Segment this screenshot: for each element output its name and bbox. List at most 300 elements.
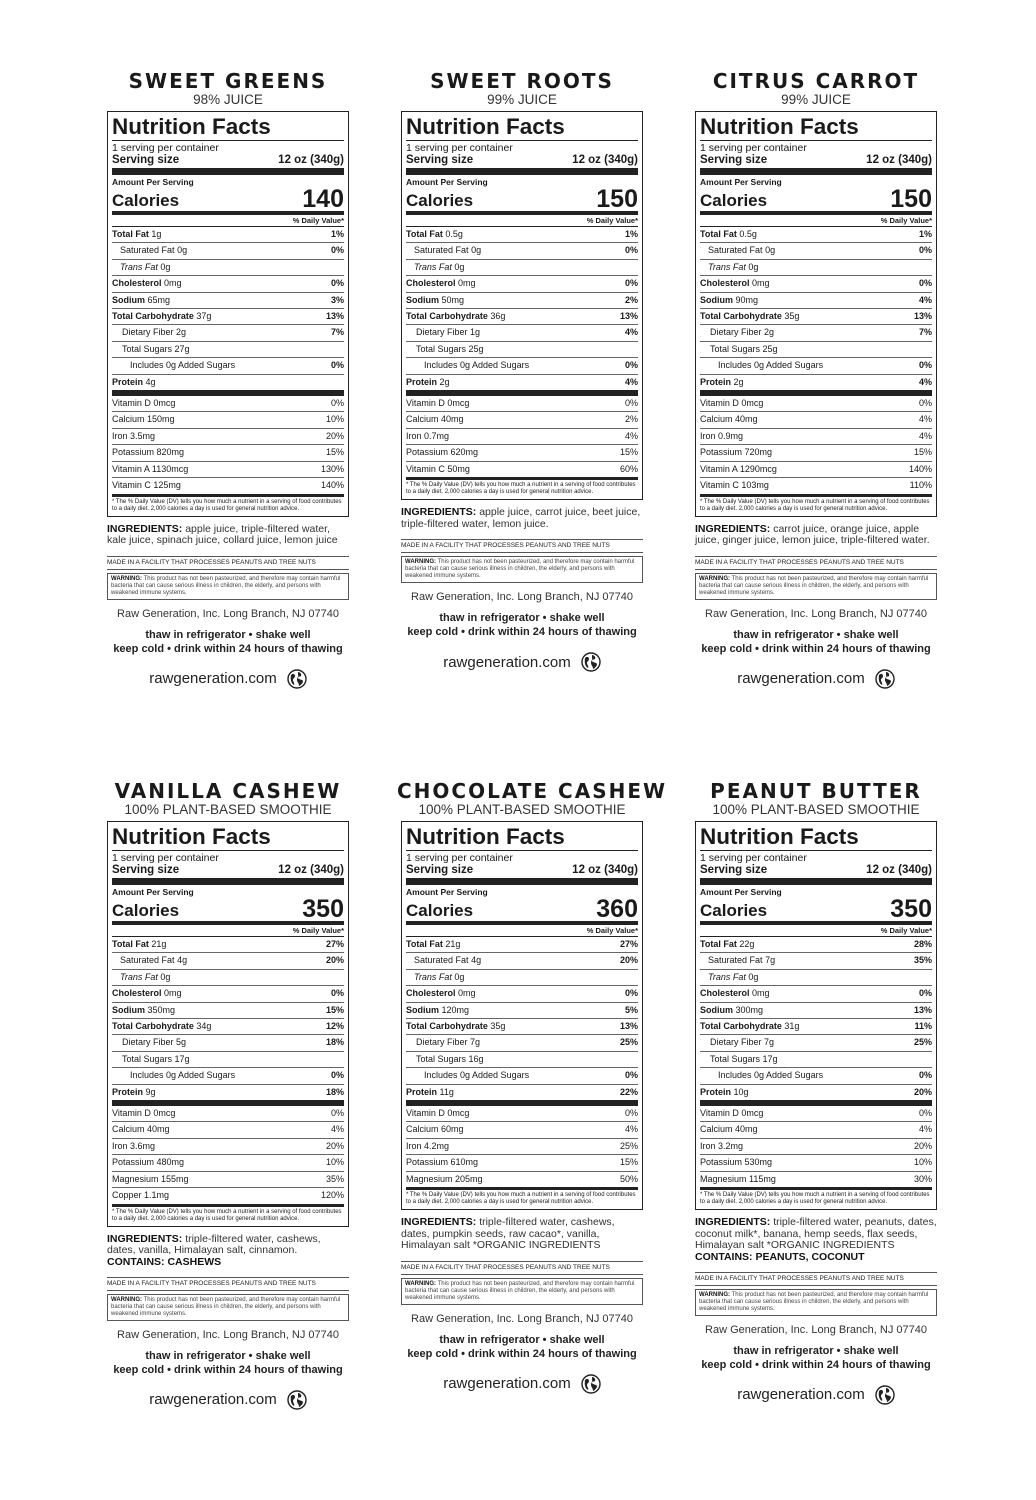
vitamin-label: Vitamin A 1290mcg <box>700 463 777 474</box>
vitamin-row <box>406 1106 638 1122</box>
vitamin-daily-value: 0% <box>330 1108 344 1119</box>
nutrient-daily-value: 7% <box>918 327 932 338</box>
vitamin-daily-value: 35% <box>325 1173 344 1184</box>
nutrient-name <box>708 260 758 275</box>
nutrient-name <box>112 1003 175 1018</box>
product-subtitle: 100% PLANT-BASED SMOOTHIE <box>712 802 920 817</box>
nutrition-facts-title: Nutrition Facts <box>406 114 638 141</box>
product-label-sweet-greens <box>103 70 353 689</box>
vitamin-daily-value: 0% <box>624 1108 638 1119</box>
nutrient-name <box>122 1035 186 1050</box>
nutrient-row <box>406 375 638 396</box>
vitamin-label: Vitamin D 0mcg <box>406 1108 470 1119</box>
vitamin-row <box>700 478 932 496</box>
nutrient-label: Protein <box>700 1086 732 1097</box>
nutrient-row <box>112 293 344 309</box>
globe-icon <box>581 1374 601 1394</box>
nutrient-row <box>112 953 344 969</box>
nutrient-daily-value: 0% <box>330 988 344 999</box>
website-link[interactable]: rawgeneration.com <box>149 1391 277 1408</box>
ingredients-label: INGREDIENTS: <box>107 522 183 535</box>
vitamin-label: Calcium 40mg <box>406 414 464 425</box>
nutrient-row <box>406 937 638 953</box>
daily-value-footnote: * The % Daily Value (DV) tells you how much a nutrient in a serving of food contributes to a daily diet. 2,000 calories a day is used for general nutrition advice. <box>406 482 636 496</box>
nutrient-daily-value: 22% <box>619 1086 638 1097</box>
website-link[interactable]: rawgeneration.com <box>737 670 865 687</box>
nutrient-name <box>406 1003 469 1018</box>
nutrient-label: Total Sugars <box>122 1053 173 1064</box>
calories-row <box>406 897 638 925</box>
nutrient-daily-value: 13% <box>913 311 932 322</box>
nutrient-row <box>112 227 344 243</box>
nutrient-daily-value: 35% <box>913 955 932 966</box>
nutrient-daily-value: 1% <box>330 229 344 239</box>
vitamin-daily-value: 4% <box>918 1124 932 1135</box>
vitamin-row <box>700 412 932 428</box>
storage-instructions: keep cold • drink within 24 hours of thawing <box>113 1363 343 1376</box>
servings-per-container: 1 serving per container <box>406 142 513 154</box>
ingredients <box>401 507 643 530</box>
ingredients-text: apple juice, triple-filtered water, kale juice, spinach juice, collard juice, lemon juice <box>107 522 338 546</box>
warning-box <box>695 573 937 600</box>
ingredients <box>107 524 349 547</box>
nutrient-list <box>112 227 344 396</box>
nutrient-daily-value: 1% <box>624 229 638 239</box>
vitamin-row <box>406 1122 638 1138</box>
warning-text: This product has not been pasteurized, and therefore may contain harmful bacteria that can cause serious illness in children, the elderly, and persons with weakened immune systems. <box>405 1280 635 1301</box>
product-name: PEANUT BUTTER <box>710 779 922 803</box>
nutrient-label: Includes 0g Added Sugars <box>130 360 236 371</box>
vitamin-label: Iron 0.7mg <box>406 430 450 441</box>
daily-value-header: % Daily Value* <box>406 925 638 937</box>
vitamin-daily-value: 4% <box>918 414 932 425</box>
nutrient-row <box>700 970 932 986</box>
nutrient-row <box>700 1068 932 1084</box>
nutrient-label: Total Fat <box>406 939 443 949</box>
nutrient-name <box>406 227 463 242</box>
nutrient-amount: 0.5g <box>445 229 463 239</box>
calories-value: 150 <box>890 185 932 213</box>
daily-value-footnote: * The % Daily Value (DV) tells you how much a nutrient in a serving of food contributes to a daily diet. 2,000 calories a day is used for general nutrition advice. <box>406 1192 636 1206</box>
nutrient-row <box>112 260 344 276</box>
nutrient-label: Dietary Fiber <box>122 327 174 338</box>
nutrient-name <box>710 1035 774 1050</box>
vitamin-label: Vitamin C 103mg <box>700 480 769 491</box>
nutrient-row <box>112 986 344 1002</box>
nutrient-name <box>700 276 770 291</box>
nutrient-amount: 50mg <box>441 294 465 305</box>
nutrient-row <box>406 1068 638 1084</box>
nutrition-facts-title: Nutrition Facts <box>700 824 932 851</box>
warning-label: WARNING: <box>699 1291 730 1298</box>
nutrient-daily-value: 0% <box>624 988 638 999</box>
company-address: Raw Generation, Inc. Long Branch, NJ 07740 <box>411 1312 633 1325</box>
nutrient-label: Protein <box>112 376 144 387</box>
vitamin-label: Potassium 820mg <box>112 447 185 458</box>
company-address: Raw Generation, Inc. Long Branch, NJ 07740 <box>411 591 633 604</box>
nutrient-label: Dietary Fiber <box>710 1037 762 1048</box>
vitamin-daily-value: 0% <box>918 398 932 409</box>
vitamin-row <box>112 412 344 428</box>
vitamin-list <box>406 396 638 480</box>
nutrient-name <box>122 325 186 340</box>
nutrient-amount: 0g <box>160 971 171 982</box>
vitamin-daily-value: 20% <box>325 430 344 441</box>
nutrient-name <box>718 1068 823 1083</box>
vitamin-row <box>112 1188 344 1206</box>
nutrient-daily-value: 4% <box>918 294 932 305</box>
nutrient-name <box>700 309 799 324</box>
vitamin-label: Calcium 40mg <box>112 1124 170 1135</box>
vitamin-label: Iron 4.2mg <box>406 1140 450 1151</box>
nutrient-daily-value: 25% <box>619 1037 638 1048</box>
facility-notice: MADE IN A FACILITY THAT PROCESSES PEANUTS AND TREE NUTS <box>401 539 643 553</box>
nutrient-daily-value: 4% <box>624 327 638 338</box>
nutrient-daily-value: 20% <box>913 1086 932 1097</box>
vitamin-list <box>112 1106 344 1206</box>
nutrient-name <box>112 986 182 1001</box>
product-label-citrus-carrot <box>691 70 941 689</box>
vitamin-label: Potassium 530mg <box>700 1157 773 1168</box>
nutrient-row <box>700 937 932 953</box>
vitamin-list <box>700 1106 932 1190</box>
nutrient-amount: 0g <box>177 245 188 256</box>
nutrient-row <box>112 342 344 358</box>
nutrient-row <box>700 375 932 396</box>
vitamin-row <box>406 412 638 428</box>
nutrient-row <box>700 1085 932 1106</box>
amount-per-serving: Amount Per Serving <box>700 177 782 187</box>
nutrient-label: Includes 0g Added Sugars <box>130 1070 236 1081</box>
nutrient-name <box>406 937 460 952</box>
nutrient-label: Protein <box>406 1086 438 1097</box>
amount-per-serving: Amount Per Serving <box>112 177 194 187</box>
calories-label: Calories <box>406 901 474 920</box>
nutrient-list <box>700 937 932 1106</box>
website-row <box>397 652 647 672</box>
nutrient-amount: 4g <box>145 376 156 387</box>
vitamin-daily-value: 10% <box>325 1157 344 1168</box>
nutrient-row <box>406 260 638 276</box>
vitamin-daily-value: 4% <box>624 430 638 441</box>
thaw-instructions: thaw in refrigerator • shake well <box>733 1344 899 1357</box>
globe-icon <box>287 1390 307 1410</box>
nutrient-row <box>406 953 638 969</box>
serving-size-value: 12 oz (340g) <box>278 154 344 166</box>
nutrient-row <box>700 358 932 374</box>
vitamin-daily-value: 15% <box>619 1157 638 1168</box>
vitamin-daily-value: 0% <box>330 398 344 409</box>
nutrient-label: Includes 0g Added Sugars <box>424 360 530 371</box>
nutrition-facts-title: Nutrition Facts <box>700 114 932 141</box>
nutrient-amount: 0mg <box>164 278 182 289</box>
nutrient-amount: 0mg <box>752 278 770 289</box>
company-address: Raw Generation, Inc. Long Branch, NJ 07740 <box>705 1323 927 1336</box>
vitamin-row <box>112 396 344 412</box>
vitamin-label: Potassium 720mg <box>700 447 773 458</box>
nutrient-daily-value: 27% <box>325 939 344 949</box>
serving-size-label: Serving size <box>700 154 768 166</box>
ingredients <box>695 1217 937 1252</box>
nutrient-amount: 5g <box>176 1037 187 1048</box>
vitamin-daily-value: 4% <box>330 1124 344 1135</box>
vitamin-daily-value: 15% <box>325 447 344 458</box>
warning-box <box>401 1278 643 1305</box>
nutrient-label: Trans Fat <box>708 971 746 982</box>
serving-size-row <box>406 864 638 885</box>
product-subtitle: 100% PLANT-BASED SMOOTHIE <box>124 802 332 817</box>
amount-per-serving: Amount Per Serving <box>406 887 488 897</box>
vitamin-label: Magnesium 155mg <box>112 1173 189 1184</box>
thaw-instructions: thaw in refrigerator • shake well <box>733 628 899 641</box>
nutrient-name <box>700 375 744 390</box>
nutrient-row <box>700 276 932 292</box>
nutrition-facts-title: Nutrition Facts <box>112 114 344 141</box>
daily-value-footnote: * The % Daily Value (DV) tells you how much a nutrient in a serving of food contributes to a daily diet. 2,000 calories a day is used for general nutrition advice. <box>700 1192 930 1206</box>
nutrient-row <box>406 293 638 309</box>
nutrient-label: Cholesterol <box>700 278 750 289</box>
nutrient-name <box>406 986 476 1001</box>
vitamin-daily-value: 0% <box>918 1108 932 1119</box>
nutrient-amount: 0g <box>748 971 759 982</box>
website-row <box>397 1374 647 1394</box>
nutrient-label: Cholesterol <box>112 278 162 289</box>
nutrient-amount: 1g <box>470 327 481 338</box>
nutrient-name <box>406 293 464 308</box>
nutrient-name <box>708 243 775 258</box>
nutrient-label: Dietary Fiber <box>416 1037 468 1048</box>
vitamin-row <box>112 1122 344 1138</box>
nutrient-daily-value: 0% <box>624 278 638 289</box>
vitamin-daily-value: 10% <box>325 414 344 425</box>
storage-instructions: keep cold • drink within 24 hours of thawing <box>407 626 637 639</box>
nutrient-daily-value: 18% <box>325 1037 344 1048</box>
ingredients-text: triple-filtered water, cashews, dates, vanilla, Himalayan salt, cinnamon. <box>107 1232 321 1256</box>
nutrient-name <box>710 325 774 340</box>
nutrient-amount: 25g <box>762 343 778 354</box>
nutrient-daily-value: 25% <box>913 1037 932 1048</box>
nutrient-amount: 4g <box>177 955 188 966</box>
nutrient-label: Sodium <box>700 294 733 305</box>
nutrient-name <box>112 293 170 308</box>
nutrient-label: Protein <box>406 376 438 387</box>
daily-value-header: % Daily Value* <box>112 925 344 937</box>
ingredients-label: INGREDIENTS: <box>401 506 477 519</box>
product-subtitle: 98% JUICE <box>193 92 263 107</box>
serving-size-label: Serving size <box>406 864 474 876</box>
warning-label: WARNING: <box>111 1296 142 1303</box>
vitamin-list <box>406 1106 638 1190</box>
vitamin-daily-value: 140% <box>908 463 932 474</box>
nutrient-name <box>406 1019 505 1034</box>
vitamin-daily-value: 120% <box>320 1190 344 1201</box>
calories-label: Calories <box>700 191 768 210</box>
nutrient-amount: 2g <box>439 376 450 387</box>
website-link[interactable]: rawgeneration.com <box>737 1386 865 1404</box>
nutrition-facts-panel <box>695 821 937 1210</box>
serving-size-value: 12 oz (340g) <box>572 154 638 166</box>
nutrient-amount: 7g <box>470 1037 481 1048</box>
nutrient-daily-value: 27% <box>619 939 638 949</box>
warning-text: This product has not been pasteurized, and therefore may contain harmful bacteria that can cause serious illness in children, the elderly, and persons with weakened immune systems. <box>699 1291 929 1312</box>
nutrient-label: Total Sugars <box>710 1053 761 1064</box>
nutrition-facts-panel <box>401 111 643 500</box>
vitamin-label: Iron 3.5mg <box>112 430 156 441</box>
nutrient-row <box>700 1019 932 1035</box>
facility-notice: MADE IN A FACILITY THAT PROCESSES PEANUTS AND TREE NUTS <box>401 1261 643 1275</box>
nutrient-row <box>112 358 344 374</box>
vitamin-row <box>700 445 932 461</box>
nutrient-row <box>700 325 932 341</box>
globe-icon <box>287 669 307 689</box>
nutrient-label: Saturated Fat <box>414 955 469 966</box>
vitamin-row <box>406 462 638 480</box>
nutrient-row <box>112 276 344 292</box>
ingredients-text: triple-filtered water, peanuts, dates, coconut milk*, banana, hemp seeds, flax seeds, Himalayan salt *ORGANIC INGREDIENTS <box>695 1216 937 1252</box>
nutrient-row <box>112 1068 344 1084</box>
nutrient-row <box>700 986 932 1002</box>
nutrient-name <box>416 325 480 340</box>
nutrient-name <box>406 375 450 390</box>
nutrient-amount: 36g <box>490 311 506 322</box>
product-subtitle: 99% JUICE <box>781 92 851 107</box>
nutrient-row <box>700 1035 932 1051</box>
nutrient-row <box>406 986 638 1002</box>
vitamin-row <box>700 1155 932 1171</box>
nutrient-daily-value: 0% <box>330 278 344 289</box>
serving-size-label: Serving size <box>112 154 180 166</box>
website-link[interactable]: rawgeneration.com <box>443 1375 571 1393</box>
ingredients-label: INGREDIENTS: <box>695 1216 771 1229</box>
nutrient-daily-value: 0% <box>624 1070 638 1081</box>
nutrient-row <box>112 937 344 953</box>
nutrient-amount: 31g <box>784 1021 800 1032</box>
vitamin-daily-value: 4% <box>624 1124 638 1135</box>
nutrient-row <box>406 325 638 341</box>
globe-icon <box>875 669 895 689</box>
product-label-chocolate-cashew <box>397 779 668 1394</box>
nutrient-daily-value: 15% <box>325 1004 344 1015</box>
nutrient-row <box>112 1085 344 1106</box>
nutrient-label: Includes 0g Added Sugars <box>718 1070 824 1081</box>
nutrient-label: Total Fat <box>112 939 149 949</box>
vitamin-daily-value: 20% <box>913 1140 932 1151</box>
nutrient-list <box>406 227 638 396</box>
nutrient-row <box>700 1003 932 1019</box>
nutrient-daily-value: 13% <box>325 311 344 322</box>
nutrient-name <box>424 358 529 373</box>
nutrient-name <box>718 358 823 373</box>
vitamin-row <box>406 445 638 461</box>
nutrient-name <box>122 1052 190 1067</box>
serving-size-label: Serving size <box>406 154 474 166</box>
nutrient-label: Includes 0g Added Sugars <box>718 360 824 371</box>
nutrient-amount: 22g <box>739 939 755 949</box>
allergen-contains: CONTAINS: PEANUTS, COCONUT <box>695 1250 865 1263</box>
nutrient-daily-value: 0% <box>918 278 932 289</box>
nutrient-daily-value: 12% <box>325 1021 344 1032</box>
vitamin-label: Vitamin A 1130mcg <box>112 463 189 474</box>
vitamin-label: Vitamin D 0mcg <box>700 398 764 409</box>
vitamin-row <box>406 1139 638 1155</box>
warning-text: This product has not been pasteurized, and therefore may contain harmful bacteria that can cause serious illness in children, the elderly, and persons with weakened immune systems. <box>699 575 929 596</box>
serving-size-row <box>700 154 932 175</box>
nutrient-amount: 10g <box>733 1086 749 1097</box>
nutrient-amount: 17g <box>762 1053 778 1064</box>
nutrient-name <box>120 953 187 968</box>
nutrient-name <box>416 342 484 357</box>
nutrient-name <box>120 243 187 258</box>
nutrient-name <box>130 358 235 373</box>
amount-per-serving: Amount Per Serving <box>406 177 488 187</box>
storage-instructions: keep cold • drink within 24 hours of thawing <box>701 1358 931 1371</box>
nutrient-label: Dietary Fiber <box>416 327 468 338</box>
nutrient-name <box>708 953 775 968</box>
nutrient-daily-value: 28% <box>913 939 932 949</box>
nutrient-name <box>130 1068 235 1083</box>
nutrient-name <box>122 342 190 357</box>
company-address: Raw Generation, Inc. Long Branch, NJ 07740 <box>117 1328 339 1341</box>
nutrient-amount: 90mg <box>735 294 759 305</box>
nutrient-name <box>112 1019 211 1034</box>
website-link[interactable]: rawgeneration.com <box>149 670 277 687</box>
nutrient-label: Saturated Fat <box>414 245 469 256</box>
nutrient-list <box>406 937 638 1106</box>
nutrient-label: Trans Fat <box>120 971 158 982</box>
vitamin-daily-value: 30% <box>913 1173 932 1184</box>
nutrient-row <box>700 953 932 969</box>
nutrient-label: Cholesterol <box>406 988 456 999</box>
nutrient-row <box>406 309 638 325</box>
nutrient-daily-value: 0% <box>330 245 344 256</box>
website-row <box>691 1385 941 1405</box>
nutrient-name <box>112 375 156 390</box>
vitamin-row <box>700 396 932 412</box>
product-name: SWEET ROOTS <box>430 69 614 93</box>
nutrient-daily-value: 3% <box>330 294 344 305</box>
vitamin-daily-value: 4% <box>918 430 932 441</box>
nutrient-name <box>120 970 170 985</box>
vitamin-row <box>406 429 638 445</box>
nutrient-name <box>112 227 161 242</box>
vitamin-row <box>406 1155 638 1171</box>
nutrient-daily-value: 13% <box>619 311 638 322</box>
product-name: CITRUS CARROT <box>712 69 920 93</box>
vitamin-label: Vitamin C 125mg <box>112 480 181 491</box>
nutrient-name <box>414 243 481 258</box>
nutrient-amount: 0mg <box>164 988 182 999</box>
vitamin-daily-value: 60% <box>619 463 638 474</box>
nutrient-label: Saturated Fat <box>120 955 175 966</box>
nutrition-facts-title: Nutrition Facts <box>112 824 344 851</box>
nutrient-row <box>112 1052 344 1068</box>
facility-notice: MADE IN A FACILITY THAT PROCESSES PEANUTS AND TREE NUTS <box>695 1272 937 1286</box>
product-label-peanut-butter <box>691 780 941 1405</box>
warning-label: WARNING: <box>405 559 436 566</box>
nutrient-amount: 0g <box>160 261 171 272</box>
product-subtitle: 99% JUICE <box>487 92 557 107</box>
vitamin-row <box>112 1106 344 1122</box>
thaw-instructions: thaw in refrigerator • shake well <box>145 1349 311 1362</box>
website-link[interactable]: rawgeneration.com <box>443 653 571 671</box>
nutrient-label: Cholesterol <box>406 278 456 289</box>
nutrient-label: Total Carbohydrate <box>406 1021 488 1032</box>
vitamin-row <box>112 1155 344 1171</box>
product-label-vanilla-cashew <box>103 780 353 1410</box>
vitamin-label: Calcium 60mg <box>406 1124 464 1135</box>
vitamin-daily-value: 20% <box>325 1140 344 1151</box>
nutrient-row <box>700 243 932 259</box>
